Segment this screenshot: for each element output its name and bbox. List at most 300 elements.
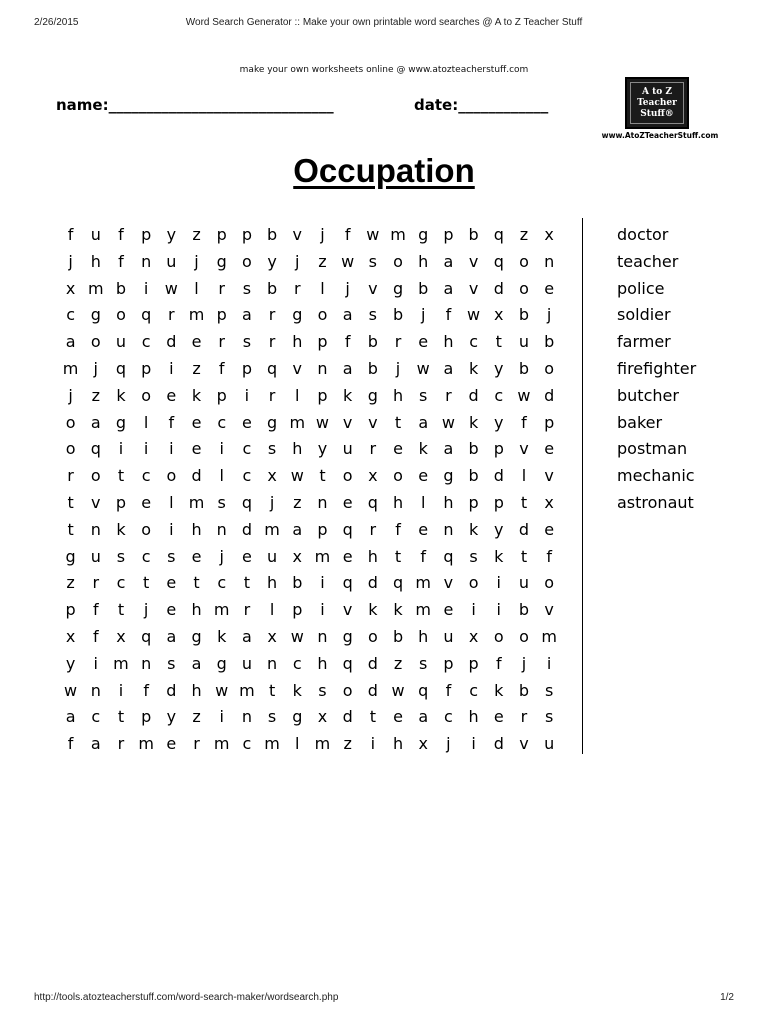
grid-letter: q [367,492,378,512]
grid-letter: j [420,305,426,325]
grid-letter: x [544,225,554,244]
grid-letter: s [469,546,478,566]
grid-letter: g [367,385,378,405]
grid-letter: w [441,412,455,432]
grid-letter: d [342,707,353,727]
grid-letter: k [343,385,353,405]
grid-letter: j [521,653,527,673]
grid-row [58,490,562,517]
grid-letter: k [368,600,378,620]
grid-row [58,302,562,329]
grid-letter: c [242,466,252,486]
grid-letter: r [369,439,377,459]
grid-letter: z [192,225,201,244]
grid-letter: z [66,573,75,593]
grid-letter: r [268,385,276,405]
grid-letter: i [93,653,98,673]
grid-letter: v [443,573,454,593]
word-item: doctor [617,225,669,244]
grid-letter: o [544,573,555,593]
grid-letter: r [168,305,175,325]
grid-letter: i [320,600,325,620]
grid-row [58,222,562,249]
grid-letter: m [188,305,205,325]
grid-letter: k [468,519,479,539]
grid-letter: e [544,278,555,298]
grid-letter: j [395,358,401,378]
grid-letter: f [521,412,527,432]
grid-letter: d [367,653,378,673]
grid-letter: j [93,358,98,378]
grid-letter: z [192,707,201,727]
grid-letter: w [164,278,178,298]
grid-letter: v [544,466,554,486]
grid-letter: l [521,466,527,486]
grid-letter: r [117,734,125,754]
grid-letter: w [215,680,229,700]
grid-letter: x [317,707,328,727]
grid-letter: m [62,358,79,378]
grid-letter: s [267,707,277,727]
grid-letter: p [216,305,227,325]
grid-letter: b [392,626,404,646]
grid-letter: h [292,439,303,459]
grid-row [58,249,562,276]
grid-letter: d [518,519,530,539]
grid-letter: q [493,251,504,271]
grid-letter: t [394,412,402,432]
grid-letter: o [141,519,152,539]
grid-letter: y [494,519,504,539]
grid-letter: a [166,626,177,646]
grid-letter: t [143,573,150,593]
grid-letter: z [318,251,327,271]
grid-letter: s [267,439,277,459]
grid-letter: j [446,734,451,754]
grid-letter: e [443,600,454,620]
grid-letter: u [544,734,555,754]
grid-letter: g [216,653,227,673]
grid-letter: p [216,385,227,405]
grid-letter: d [241,519,252,539]
grid-letter: y [166,225,177,244]
grid-letter: v [342,412,353,432]
grid-letter: d [493,466,504,486]
logo-line: Teacher [637,97,677,108]
grid-letter: s [116,546,126,566]
grid-letter: e [393,439,403,459]
grid-letter: a [342,358,353,378]
grid-letter: h [418,251,429,271]
grid-letter: a [418,707,429,727]
grid-letter: c [217,412,227,432]
grid-letter: h [392,734,404,754]
grid-row [58,436,562,463]
grid-letter: z [343,734,352,754]
grid-letter: q [418,680,429,700]
grid-letter: v [368,412,378,432]
grid-letter: i [471,600,476,620]
grid-letter: a [443,278,454,298]
grid-letter: u [90,225,101,244]
grid-letter: g [65,546,76,566]
grid-letter: c [141,332,151,352]
grid-letter: s [419,385,428,405]
grid-letter: b [292,573,303,593]
page-number: 1/2 [720,992,734,1003]
grid-letter: l [194,278,199,298]
grid-letter: t [117,466,125,486]
grid-letter: x [116,626,126,646]
grid-letter: e [166,385,177,405]
print-title: Word Search Generator :: Make your own printable word searches @ A to Z Teacher Stuff [185,17,583,28]
grid-letter: r [293,278,301,298]
grid-letter: l [320,278,325,298]
grid-letter: v [544,600,554,620]
grid-letter: b [518,358,530,378]
grid-letter: n [141,251,152,271]
grid-letter: g [216,251,227,271]
grid-letter: k [393,600,403,620]
grid-letter: w [341,251,355,271]
grid-row [58,651,562,678]
grid-letter: n [317,492,328,512]
grid-letter: t [495,332,502,352]
grid-letter: i [219,439,224,459]
grid-letter: i [143,439,149,459]
grid-letter: g [90,305,101,325]
letter-grid [58,222,562,758]
grid-letter: d [493,734,504,754]
grid-letter: d [544,385,555,405]
grid-letter: e [418,332,429,352]
grid-letter: n [141,653,152,673]
grid-letter: e [241,546,252,566]
grid-letter: p [443,225,454,244]
grid-letter: m [264,734,280,754]
grid-letter: z [519,225,529,244]
grid-letter: f [445,305,452,325]
grid-letter: y [65,653,76,673]
grid-letter: d [166,680,177,700]
grid-letter: o [544,358,555,378]
grid-letter: x [494,305,504,325]
grid-letter: o [519,251,529,271]
grid-letter: t [394,546,402,566]
grid-letter: f [143,680,149,700]
grid-letter: g [191,626,202,646]
word-item: astronaut [617,492,694,512]
grid-letter: p [141,225,152,244]
grid-letter: f [420,546,427,566]
grid-letter: n [267,653,278,673]
grid-letter: k [494,546,504,566]
grid-letter: s [318,680,327,700]
grid-letter: p [468,492,479,512]
grid-letter: a [191,653,202,673]
grid-letter: h [392,492,404,512]
grid-letter: l [219,466,224,486]
print-date: 2/26/2015 [34,17,79,28]
grid-letter: t [319,466,326,486]
grid-letter: u [166,251,177,271]
grid-letter: m [138,734,154,754]
grid-letter: p [216,225,227,244]
logo-line: Stuff® [640,108,674,119]
grid-letter: j [143,600,149,620]
grid-letter: u [518,573,530,593]
grid-letter: f [344,225,351,244]
grid-letter: u [241,653,252,673]
grid-row [58,517,562,544]
grid-letter: a [65,707,76,727]
grid-letter: m [289,412,306,432]
grid-letter: w [64,680,78,700]
grid-letter: m [390,225,406,244]
grid-letter: v [342,600,353,620]
grid-letter: k [418,439,428,459]
grid-letter: g [418,225,429,244]
grid-letter: m [264,519,280,539]
grid-letter: a [65,332,76,352]
grid-letter: x [418,734,428,754]
grid-letter: g [115,412,127,432]
grid-letter: e [166,734,177,754]
grid-letter: f [92,600,99,620]
grid-letter: r [92,573,100,593]
grid-row [58,410,562,437]
grid-letter: x [267,466,277,486]
grid-letter: z [293,492,302,512]
grid-letter: t [117,600,125,620]
grid-letter: z [393,653,403,673]
grid-letter: y [494,412,504,432]
grid-letter: q [443,546,454,566]
grid-letter: m [188,492,205,512]
grid-letter: o [90,466,101,486]
grid-letter: y [166,707,177,727]
grid-letter: n [241,707,252,727]
grid-letter: d [367,573,378,593]
grid-letter: q [141,626,152,646]
grid-letter: b [518,680,530,700]
grid-letter: o [519,278,529,298]
grid-letter: a [292,519,303,539]
grid-letter: n [317,626,328,646]
grid-letter: j [345,278,350,298]
grid-letter: t [117,707,125,727]
grid-letter: b [468,439,479,459]
page-title: Occupation [293,152,475,189]
grid-letter: g [267,412,278,432]
grid-letter: h [418,626,429,646]
grid-row [58,544,562,571]
grid-letter: j [269,492,275,512]
print-footer [34,992,734,1006]
grid-letter: j [295,251,300,271]
grid-letter: m [213,734,230,754]
grid-letter: q [342,573,353,593]
grid-letter: p [317,332,328,352]
grid-letter: p [317,385,328,405]
grid-letter: z [192,358,201,378]
grid-letter: s [544,680,554,700]
grid-letter: h [317,653,328,673]
grid-letter: n [90,680,101,700]
grid-letter: u [518,332,530,352]
grid-letter: i [143,278,149,298]
grid-letter: i [496,573,501,593]
grid-letter: d [191,466,202,486]
grid-letter: o [393,251,403,271]
grid-letter: a [242,305,252,325]
grid-letter: q [141,305,152,325]
grid-letter: t [268,680,276,700]
grid-letter: i [219,707,224,727]
footer-url: http://tools.atozteacherstuff.com/word-search-maker/wordsearch.php [34,992,339,1003]
grid-letter: a [443,251,454,271]
grid-letter: l [269,600,275,620]
word-item: butcher [617,385,679,405]
grid-letter: l [169,492,174,512]
grid-letter: w [416,358,430,378]
grid-letter: o [166,466,177,486]
grid-letter: r [520,707,528,727]
logo-line: A to Z [642,86,672,97]
grid-letter: v [468,278,479,298]
grid-row [58,329,562,356]
grid-letter: b [544,332,555,352]
grid-letter: o [493,626,504,646]
grid-letter: e [166,573,177,593]
grid-letter: j [68,251,73,271]
grid-row [58,356,562,383]
grid-letter: m [213,600,230,620]
grid-letter: e [191,439,202,459]
word-item: police [617,278,665,298]
grid-letter: x [65,278,76,298]
grid-letter: c [91,707,101,727]
grid-letter: p [141,358,152,378]
grid-letter: r [268,332,276,352]
grid-letter: n [90,519,101,539]
grid-letter: x [468,626,479,646]
grid-letter: k [292,680,302,700]
grid-letter: y [494,358,504,378]
grid-letter: q [342,519,353,539]
grid-letter: w [290,626,304,646]
grid-letter: h [267,573,278,593]
grid-letter: c [242,734,252,754]
grid-letter: e [191,412,202,432]
grid-letter: s [242,278,252,298]
grid-letter: e [342,546,353,566]
grid-letter: e [191,546,202,566]
grid-letter: j [68,385,73,405]
grid-letter: q [493,225,504,244]
grid-letter: o [342,466,353,486]
word-list [617,222,696,517]
grid-letter: v [91,492,101,512]
grid-letter: v [292,358,303,378]
grid-letter: u [115,332,127,352]
grid-letter: a [90,412,101,432]
grid-letter: z [91,385,100,405]
grid-letter: i [169,439,174,459]
grid-letter: a [90,734,101,754]
grid-letter: f [344,332,351,352]
grid-letter: q [267,358,278,378]
grid-letter: m [113,653,129,673]
grid-letter: m [239,680,255,700]
grid-letter: b [367,358,378,378]
grid-letter: j [320,225,325,244]
grid-letter: o [519,626,529,646]
grid-letter: r [193,734,200,754]
grid-letter: r [268,305,276,325]
grid-letter: i [118,439,124,459]
grid-letter: t [520,546,528,566]
grid-letter: r [243,600,251,620]
grid-letter: c [66,305,75,325]
grid-letter: m [314,546,331,566]
grid-letter: t [67,519,74,539]
grid-row [58,383,562,410]
grid-letter: o [65,412,76,432]
grid-letter: b [518,600,530,620]
grid-letter: s [167,546,176,566]
grid-letter: e [493,707,504,727]
grid-letter: d [367,680,378,700]
grid-letter: j [546,305,552,325]
grid-letter: f [445,680,452,700]
grid-letter: m [415,600,432,620]
grid-letter: h [90,251,101,271]
grid-row [58,624,562,651]
grid-row [58,597,562,624]
grid-letter: b [267,225,278,244]
grid-letter: r [218,332,225,352]
grid-letter: k [494,680,504,700]
grid-letter: y [317,439,328,459]
grid-letter: h [443,492,454,512]
grid-letter: p [468,653,479,673]
grid-letter: o [65,439,76,459]
grid-letter: x [368,466,378,486]
grid-letter: q [115,358,127,378]
grid-letter: f [67,734,74,754]
grid-letter: p [241,225,252,244]
grid-letter: f [168,412,175,432]
grid-letter: k [468,412,479,432]
grid-letter: l [295,385,300,405]
grid-letter: w [467,305,481,325]
grid-letter: c [292,653,302,673]
grid-letter: h [292,332,303,352]
grid-divider [582,218,583,754]
grid-letter: k [116,385,126,405]
grid-letter: a [443,358,454,378]
grid-letter: d [166,332,177,352]
grid-letter: d [493,278,504,298]
grid-letter: s [167,653,176,673]
grid-letter: m [87,278,104,298]
grid-letter: r [218,278,225,298]
grid-letter: v [468,251,479,271]
grid-letter: p [493,439,504,459]
grid-letter: h [392,385,404,405]
grid-letter: p [241,358,252,378]
